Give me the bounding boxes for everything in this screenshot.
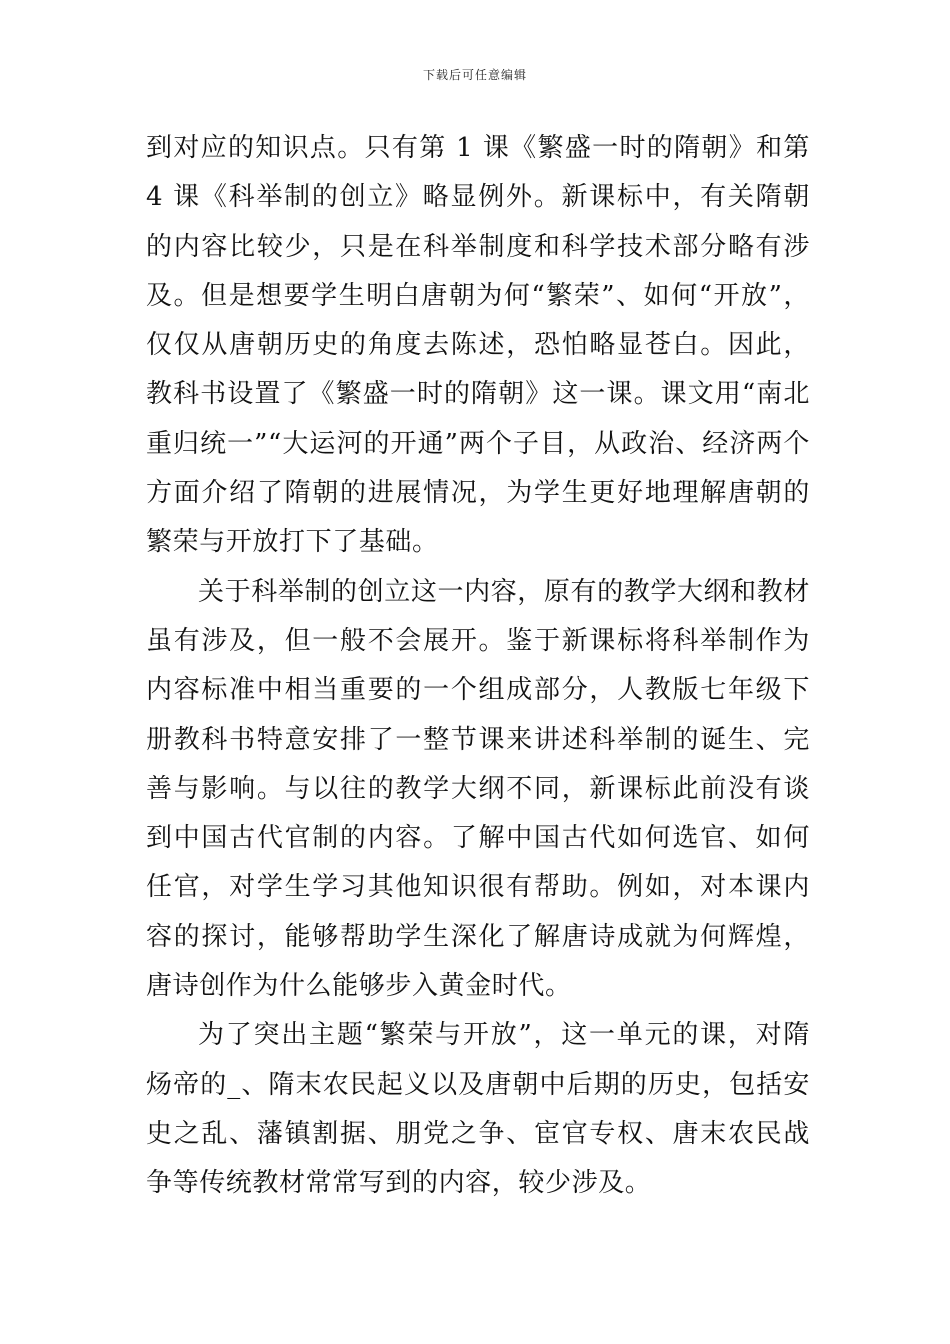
paragraph-1: 到对应的知识点。只有第 1 课《繁盛一时的隋朝》和第 4 课《科举制的创立》略显例外。新课标中，有关隋朝的内容比较少，只是在科举制度和科学技术部分略有涉及。但是想要学生明白唐朝为何“繁荣”、如何“开放”，仅仅从唐朝历史的角度去陈述，恐怕略显苍白。因此，教科书设置了《繁盛一时的隋朝》这一课。课文用“南北重归统一”“大运河的开通”两个子目，从政治、经济两个方面介绍了隋朝的进展情况，为学生更好地理解唐朝的繁荣与开放打下了基础。	[146, 133, 810, 558]
paragraph-3: 为了突出主题“繁荣与开放”，这一单元的课，对隋炀帝的_、隋末农民起义以及唐朝中后期的历史，包括安史之乱、藩镇割据、朋党之争、宦官专权、唐末农民战争等传统教材常常写到的内容，较少涉及。	[146, 1020, 810, 1199]
paragraph-2: 关于科举制的创立这一内容，原有的教学大纲和教材虽有涉及，但一般不会展开。鉴于新课标将科举制作为内容标准中相当重要的一个组成部分，人教版七年级下册教科书特意安排了一整节课来讲述科举制的诞生、完善与影响。与以往的教学大纲不同，新课标此前没有谈到中国古代官制的内容。了解中国古代如何选官、如何任官，对学生学习其他知识很有帮助。例如，对本课内容的探讨，能够帮助学生深化了解唐诗成就为何辉煌，唐诗创作为什么能够步入黄金时代。	[146, 576, 810, 1002]
page-header: 下载后可任意编辑	[422, 68, 527, 82]
document-body	[146, 124, 810, 1209]
